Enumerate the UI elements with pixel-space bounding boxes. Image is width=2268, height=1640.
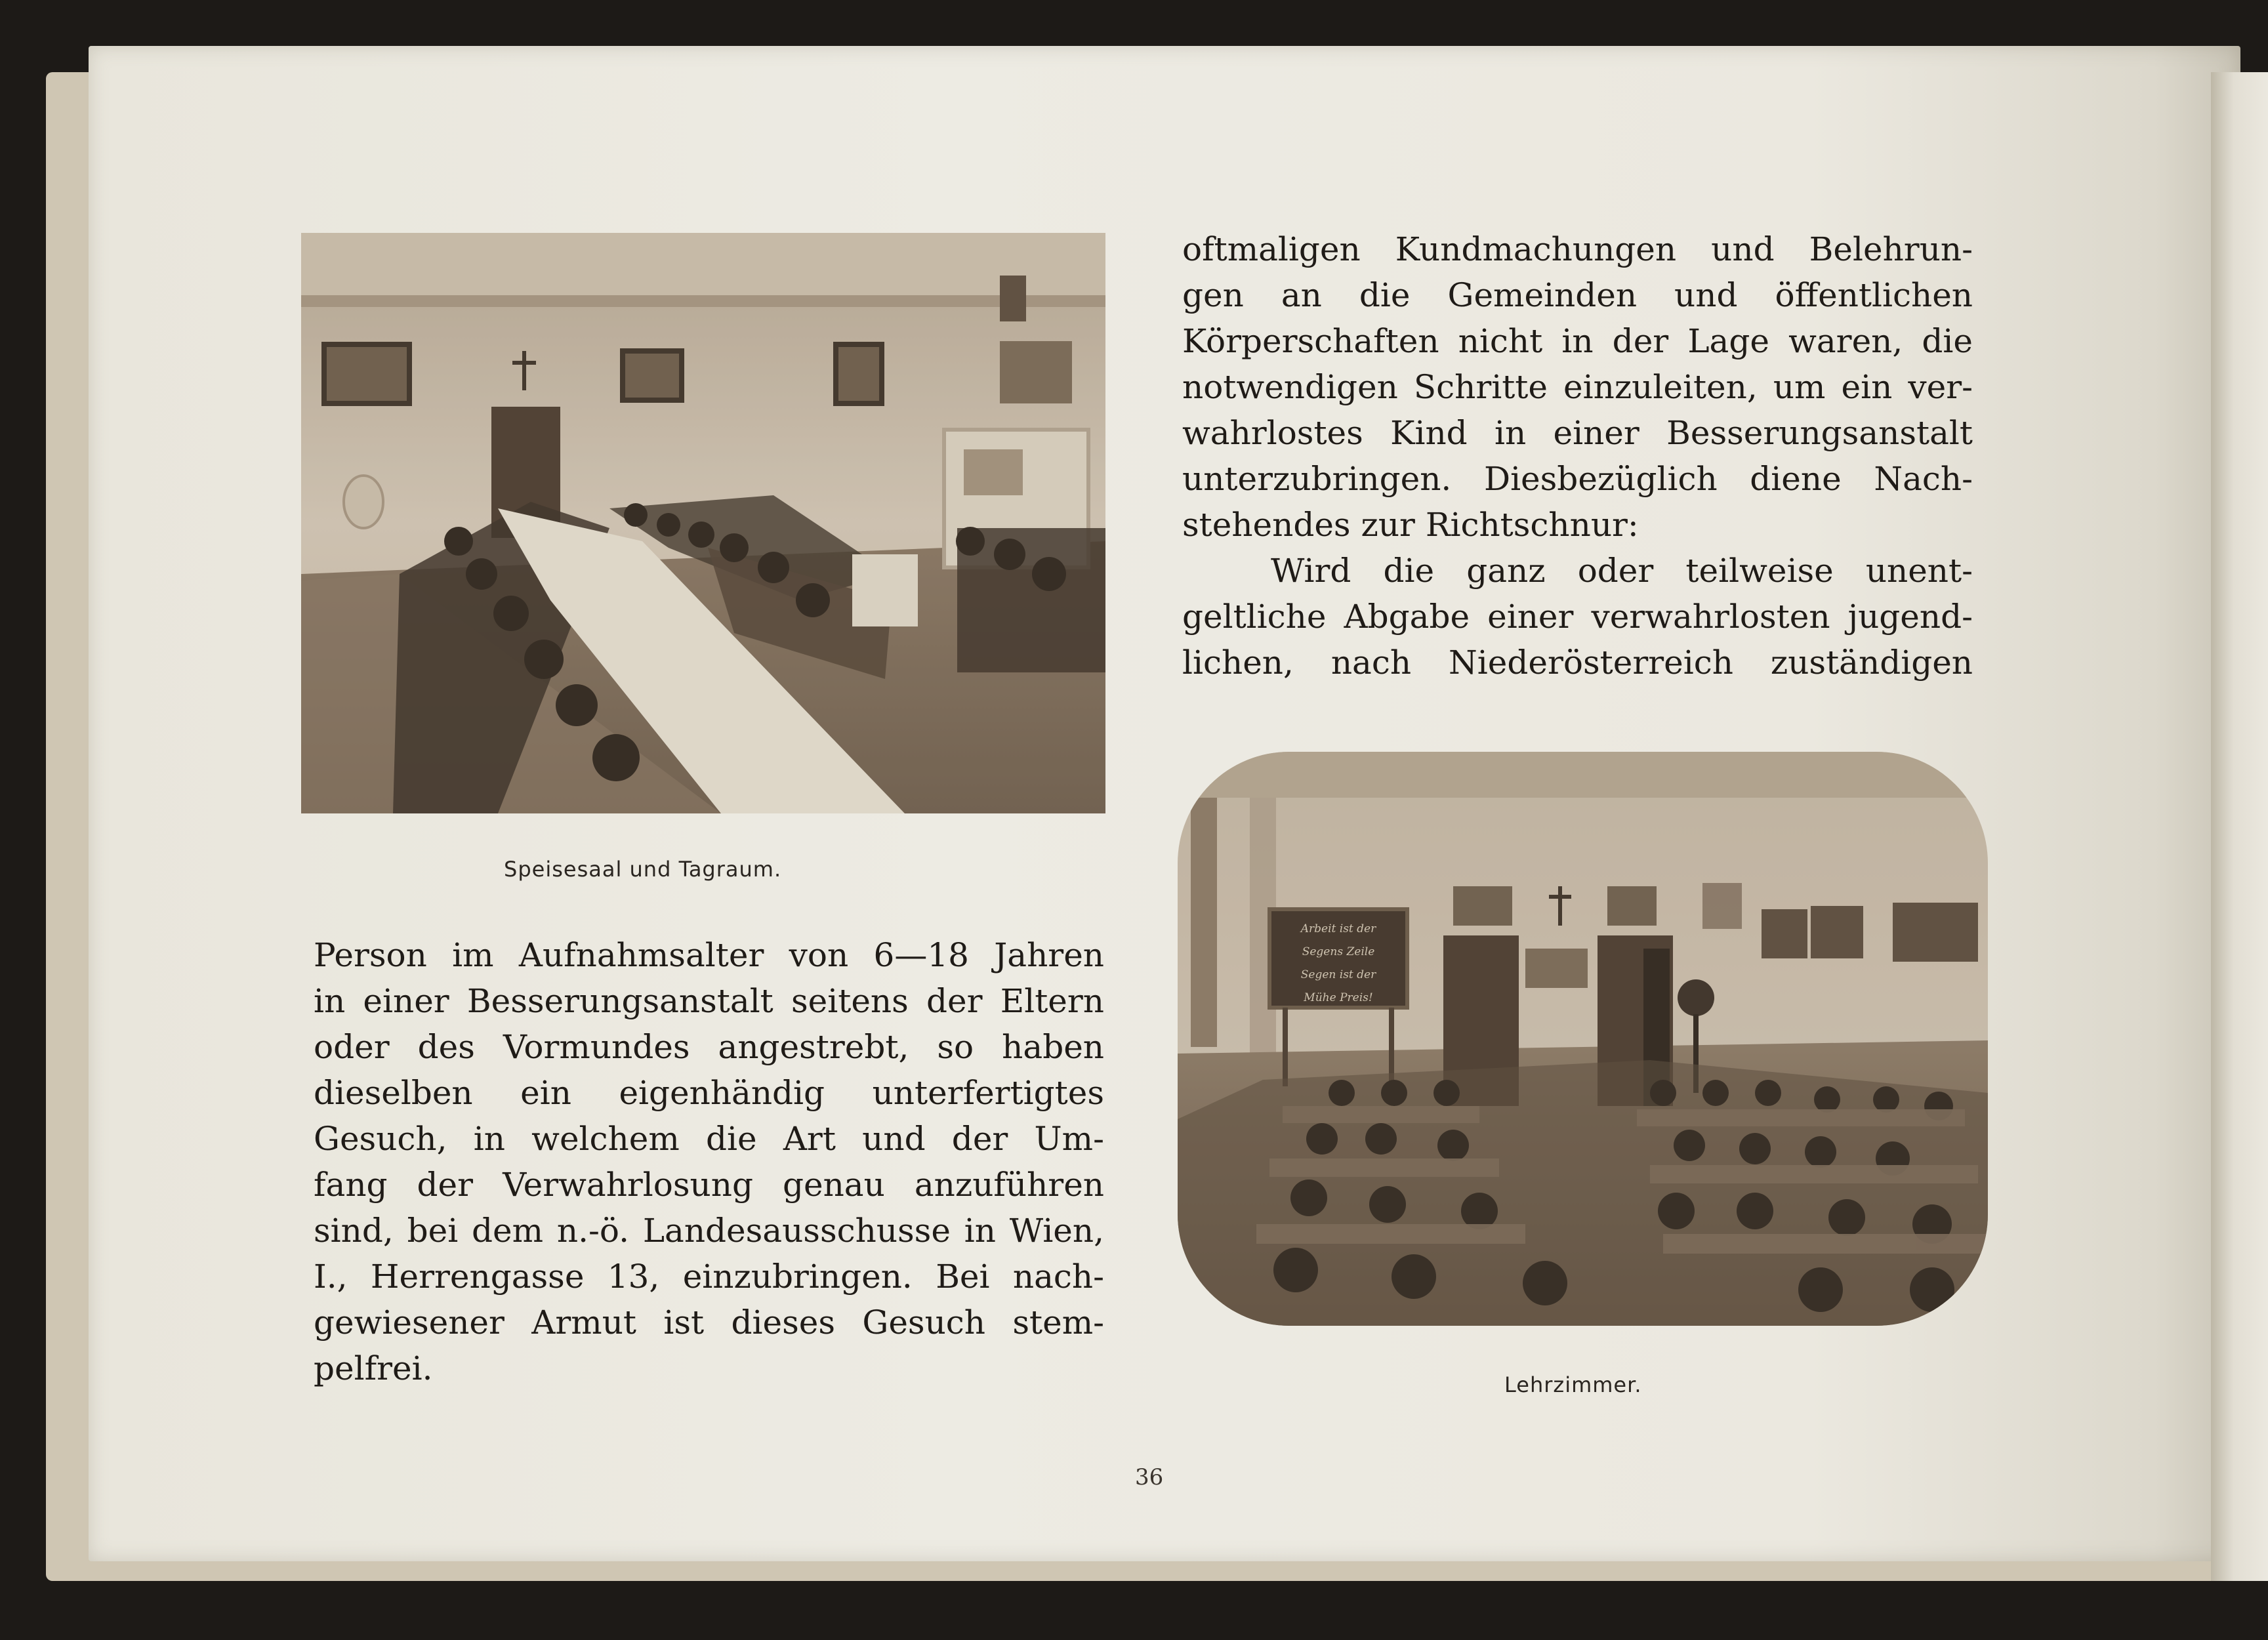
page-number: 36 bbox=[1135, 1464, 1164, 1490]
text-line: lichen, nach Niederösterreich zuständigen bbox=[1182, 644, 1973, 682]
blackboard-line-1: Arbeit ist der bbox=[1300, 922, 1376, 935]
text-line: oftmaligen Kundmachungen und Belehrun- bbox=[1182, 230, 1973, 268]
text-line: Person im Aufnahmsalter von 6—18 Jahren bbox=[314, 936, 1104, 974]
blackboard-line-4: Mühe Preis! bbox=[1304, 991, 1373, 1004]
caption-dining-hall: Speisesaal und Tagraum. bbox=[504, 857, 782, 882]
text-line: dieselben ein eigenhändig unterfertigtes bbox=[314, 1074, 1104, 1112]
text-line: wahrlostes Kind in einer Besserungsanstalt bbox=[1182, 414, 1973, 452]
text-line: gen an die Gemeinden und öffentlichen bbox=[1182, 276, 1973, 314]
book-gutter bbox=[2211, 72, 2268, 1581]
text-line: pelfrei. bbox=[314, 1349, 433, 1387]
text-line: geltliche Abgabe einer verwahrlosten jugend- bbox=[1182, 598, 1973, 636]
text-line: I., Herrengasse 13, einzubringen. Bei nach- bbox=[314, 1258, 1104, 1296]
text-line: Gesuch, in welchem die Art und der Um- bbox=[314, 1120, 1104, 1158]
blackboard-line-2: Segens Zeile bbox=[1302, 945, 1375, 958]
dining-hall-illustration bbox=[301, 233, 1105, 813]
text-line: fang der Verwahrlosung genau anzuführen bbox=[314, 1166, 1104, 1204]
text-line: Wird die ganz oder teilweise unent- bbox=[1271, 552, 1973, 590]
text-line: stehendes zur Richtschnur: bbox=[1182, 506, 1639, 544]
text-line: sind, bei dem n.-ö. Landesausschusse in Wien, bbox=[314, 1212, 1104, 1250]
blackboard-line-3: Segen ist der bbox=[1300, 968, 1376, 981]
photo-dining-hall bbox=[301, 233, 1105, 813]
text-line: oder des Vormundes angestrebt, so haben bbox=[314, 1028, 1104, 1066]
photo-classroom bbox=[1178, 752, 1988, 1326]
text-line: unterzubringen. Diesbezüglich diene Nach- bbox=[1182, 460, 1973, 498]
caption-classroom: Lehrzimmer. bbox=[1504, 1372, 1642, 1397]
text-line: Körperschaften nicht in der Lage waren, die bbox=[1182, 322, 1973, 360]
text-line: notwendigen Schritte einzuleiten, um ein ver- bbox=[1182, 368, 1973, 406]
left-column-text bbox=[314, 932, 1104, 1391]
text-line: in einer Besserungsanstalt seitens der Eltern bbox=[314, 982, 1104, 1020]
text-line: gewiesener Armut ist dieses Gesuch stem- bbox=[314, 1303, 1104, 1342]
classroom-illustration bbox=[1178, 752, 1988, 1326]
right-column-text bbox=[1182, 226, 1973, 686]
